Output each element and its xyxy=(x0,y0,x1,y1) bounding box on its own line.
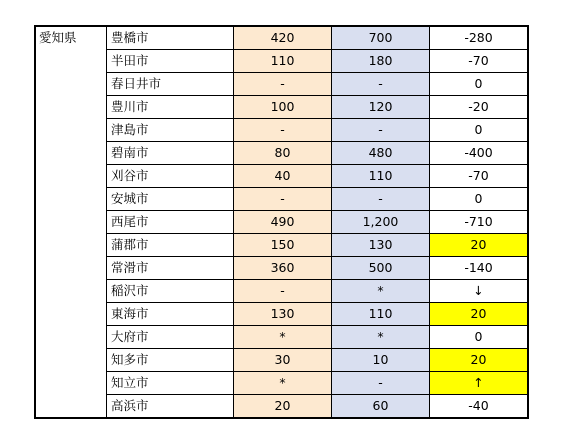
value-b-cell: 1,200 xyxy=(332,211,430,234)
city-name-cell: 安城市 xyxy=(107,188,234,211)
table-row xyxy=(35,211,528,234)
city-name-cell: 常滑市 xyxy=(107,257,234,280)
value-b-cell: 480 xyxy=(332,142,430,165)
difference-cell: -70 xyxy=(430,50,529,73)
difference-cell: ↓ xyxy=(430,280,529,303)
value-a-cell: 360 xyxy=(234,257,332,280)
table-row xyxy=(35,395,528,419)
city-name-cell: 知立市 xyxy=(107,372,234,395)
value-b-cell: 60 xyxy=(332,395,430,419)
value-a-cell: 420 xyxy=(234,26,332,50)
difference-cell: 20 xyxy=(430,234,529,257)
value-a-cell: 150 xyxy=(234,234,332,257)
difference-cell: -280 xyxy=(430,26,529,50)
value-b-cell: 110 xyxy=(332,165,430,188)
table-row xyxy=(35,142,528,165)
difference-cell: -20 xyxy=(430,96,529,119)
value-a-cell: 40 xyxy=(234,165,332,188)
difference-cell: -400 xyxy=(430,142,529,165)
city-name-cell: 刈谷市 xyxy=(107,165,234,188)
city-name-cell: 蒲郡市 xyxy=(107,234,234,257)
table-row xyxy=(35,73,528,96)
difference-cell: 20 xyxy=(430,303,529,326)
value-b-cell: 110 xyxy=(332,303,430,326)
city-name-cell: 碧南市 xyxy=(107,142,234,165)
value-b-cell: 130 xyxy=(332,234,430,257)
city-name-cell: 津島市 xyxy=(107,119,234,142)
difference-cell: -710 xyxy=(430,211,529,234)
value-b-cell: - xyxy=(332,119,430,142)
value-b-cell: 700 xyxy=(332,26,430,50)
value-a-cell: 490 xyxy=(234,211,332,234)
difference-cell: 0 xyxy=(430,119,529,142)
table-row xyxy=(35,165,528,188)
table-row xyxy=(35,119,528,142)
value-a-cell: - xyxy=(234,73,332,96)
table-row xyxy=(35,234,528,257)
value-a-cell: 80 xyxy=(234,142,332,165)
value-a-cell: 30 xyxy=(234,349,332,372)
value-a-cell: - xyxy=(234,280,332,303)
table-row xyxy=(35,280,528,303)
city-name-cell: 西尾市 xyxy=(107,211,234,234)
value-b-cell: 500 xyxy=(332,257,430,280)
city-name-cell: 高浜市 xyxy=(107,395,234,419)
table-row xyxy=(35,303,528,326)
city-name-cell: 大府市 xyxy=(107,326,234,349)
table-row xyxy=(35,50,528,73)
table-body xyxy=(35,26,528,418)
difference-cell: 0 xyxy=(430,326,529,349)
table-row xyxy=(35,96,528,119)
value-b-cell: - xyxy=(332,188,430,211)
city-name-cell: 豊川市 xyxy=(107,96,234,119)
table-row xyxy=(35,26,528,50)
value-a-cell: * xyxy=(234,372,332,395)
value-b-cell: * xyxy=(332,326,430,349)
value-a-cell: * xyxy=(234,326,332,349)
city-data-table xyxy=(34,25,529,419)
value-b-cell: - xyxy=(332,372,430,395)
value-b-cell: 180 xyxy=(332,50,430,73)
table-row xyxy=(35,188,528,211)
value-b-cell: - xyxy=(332,73,430,96)
value-a-cell: 110 xyxy=(234,50,332,73)
difference-cell: 0 xyxy=(430,73,529,96)
value-a-cell: 20 xyxy=(234,395,332,419)
city-name-cell: 半田市 xyxy=(107,50,234,73)
city-name-cell: 東海市 xyxy=(107,303,234,326)
table-row xyxy=(35,372,528,395)
value-b-cell: 10 xyxy=(332,349,430,372)
value-a-cell: - xyxy=(234,119,332,142)
value-b-cell: 120 xyxy=(332,96,430,119)
difference-cell: 20 xyxy=(430,349,529,372)
difference-cell: -40 xyxy=(430,395,529,419)
difference-cell: 0 xyxy=(430,188,529,211)
difference-cell: -70 xyxy=(430,165,529,188)
difference-cell: ↑ xyxy=(430,372,529,395)
value-a-cell: 100 xyxy=(234,96,332,119)
value-a-cell: - xyxy=(234,188,332,211)
city-name-cell: 豊橋市 xyxy=(107,26,234,50)
table-row xyxy=(35,349,528,372)
city-name-cell: 稲沢市 xyxy=(107,280,234,303)
difference-cell: -140 xyxy=(430,257,529,280)
table-row xyxy=(35,326,528,349)
value-b-cell: * xyxy=(332,280,430,303)
prefecture-cell: 愛知県 xyxy=(35,26,107,418)
city-name-cell: 春日井市 xyxy=(107,73,234,96)
city-name-cell: 知多市 xyxy=(107,349,234,372)
value-a-cell: 130 xyxy=(234,303,332,326)
table-row xyxy=(35,257,528,280)
